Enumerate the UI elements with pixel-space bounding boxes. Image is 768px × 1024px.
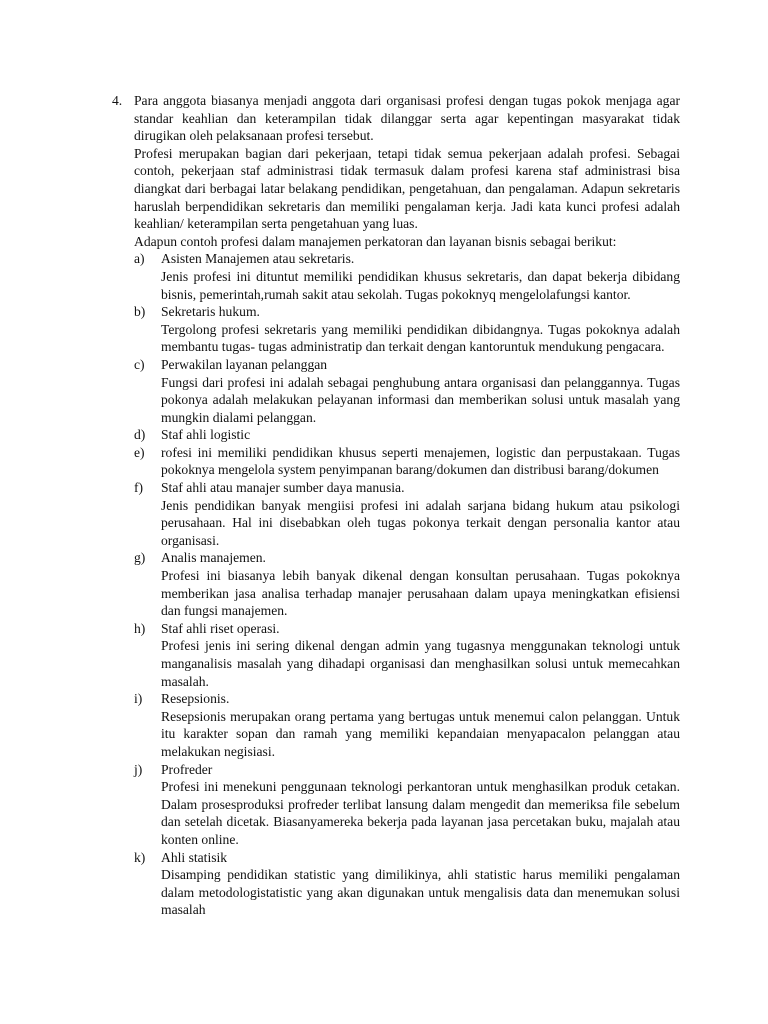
list-item-letter: h) [134, 620, 146, 636]
list-item-title: Staf ahli logistic [161, 427, 251, 443]
list-item [134, 549, 680, 619]
numbered-item-body [134, 92, 680, 919]
list-item-letter: f) [134, 480, 144, 496]
paragraph-profession: Profesi merupakan bagian dari pekerjaan, tetapi tidak semua pekerjaan adalah profesi. Sebagai contoh, pekerjaan staf administrasi tidak termasuk dalam profesi karena staf administrasi bisa diangkat dari berbagai latar belakang pendidikan, pengetahuan, dan pengalaman. Adapun sekretaris haruslah berpendidikan sekretaris dan memiliki pengalaman kerja. Jadi kata kunci profesi adalah keahlian/ keterampilan serta pengetahuan yang luas. [134, 145, 680, 232]
item-number: 4. [112, 93, 123, 108]
list-item-description: Jenis pendidikan banyak mengiisi profesi ini adalah sarjana bidang hukum atau psikologi perusahaan. Hal ini disebabkan oleh tugas pokonya terkait dengan personalia kantor atau organisasi. [161, 497, 680, 548]
list-item [134, 426, 680, 444]
list-item-title: Sekretaris hukum. [161, 304, 260, 320]
list-item [134, 356, 680, 426]
list-item-title: Ahli statisik [161, 849, 228, 865]
list-item-body [161, 426, 680, 444]
list-item-description: Profesi jenis ini sering dikenal dengan admin yang tugasnya menggunakan teknologi untuk manganalisis masalah yang dihadapi organisasi dan menghasilkan solusi untuk memecahkan masalah. [161, 638, 680, 689]
list-item-description: Jenis profesi ini dituntut memiliki pendidikan khusus sekretaris, dan dapat bekerja dibidang bisnis, pemerintah,rumah sakit atau sekolah. Tugas pokoknyq mengelolafungsi kantor. [161, 268, 680, 302]
list-item-body [161, 356, 680, 426]
list-item-body [161, 690, 680, 760]
list-item-body [161, 549, 680, 619]
list-item-letter: i) [134, 691, 143, 707]
list-item [134, 761, 680, 849]
list-item-description: Fungsi dari profesi ini adalah sebagai penghubung antara organisasi dan pelanggannya. Tugas pokonya adalah melakukan pelayanan informasi dan memberikan solusi untuk masalah yang mungkin dialami pelanggan. [161, 374, 680, 425]
list-item-letter: b) [134, 304, 146, 320]
list-item-description: Resepsionis merupakan orang pertama yang bertugas untuk menemui calon pelanggan. Untuk itu karakter sopan dan ramah yang memiliki kepandaian menyapacalon pelanggan atau melakukan negisiasi. [161, 708, 680, 759]
paragraph-intro: Para anggota biasanya menjadi anggota dari organisasi profesi dengan tugas pokok menjaga agar standar keahlian dan keterampilan tidak dilanggar serta agar kepentingan masyarakat tidak dirugikan oleh pelaksanaan profesi tersebut. [134, 93, 680, 144]
list-item-title: rofesi ini memiliki pendidikan khusus seperti menajemen, logistic dan perpustakaan. Tugas pokoknya mengelola system penyimpanan barang/dokumen dan distribusi barang/dokumen [161, 444, 680, 478]
list-item [134, 303, 680, 356]
document-content [112, 92, 680, 919]
list-item [134, 479, 680, 549]
profession-list [134, 250, 680, 919]
list-item-description: Disamping pendidikan statistic yang dimilikinya, ahli statistic harus memiliki pengalaman dalam metodologistatistic yang akan digunakan untuk mengalisis data dan menemukan solusi masalah [161, 867, 680, 918]
list-item-description: Profesi ini menekuni penggunaan teknologi perkantoran untuk menghasilkan produk cetakan. Dalam prosesproduksi profreder terlibat lansung dalam mengedit dan memeriksa file sebelum dan setelah dicetak. Biasanyamereka bekerja pada layanan jasa percetakan buku, majalah atau konten online. [161, 779, 680, 847]
list-item-body [161, 479, 680, 549]
list-item-body [161, 250, 680, 303]
list-item [134, 849, 680, 919]
list-item-title: Staf ahli atau manajer sumber daya manusia. [161, 480, 405, 496]
list-item-description: Tergolong profesi sekretaris yang memiliki pendidikan dibidangnya. Tugas pokoknya adalah membantu tugas- tugas administratip dan terkait dengan kantoruntuk mendukung pengacara. [161, 321, 680, 355]
list-item-letter: c) [134, 356, 145, 372]
list-item-letter: d) [134, 427, 146, 443]
list-item-body [161, 303, 680, 356]
list-item [134, 444, 680, 479]
list-item-title: Analis manajemen. [161, 550, 266, 566]
list-item-letter: k) [134, 849, 146, 865]
list-item-letter: g) [134, 550, 146, 566]
list-item-title: Resepsionis. [161, 691, 230, 707]
list-item [134, 620, 680, 690]
list-item-title: Staf ahli riset operasi. [161, 620, 280, 636]
list-item-title: Profreder [161, 761, 213, 777]
list-item-title: Asisten Manajemen atau sekretaris. [161, 251, 355, 267]
list-item-letter: e) [134, 444, 145, 460]
paragraph-examples-lead: Adapun contoh profesi dalam manajemen perkatoran dan layanan bisnis sebagai berikut: [134, 233, 617, 249]
list-item-title: Perwakilan layanan pelanggan [161, 356, 328, 372]
list-item-body [161, 444, 680, 479]
list-item-body [161, 620, 680, 690]
list-item-body [161, 849, 680, 919]
list-item-letter: a) [134, 251, 145, 267]
list-item [134, 250, 680, 303]
list-item [134, 690, 680, 760]
list-item-description: Profesi ini biasanya lebih banyak dikenal dengan konsultan perusahaan. Tugas pokoknya memberikan jasa analisa terhadap manajer perusahaan dalam upaya meningkatkan efisiensi dan fungsi manajemen. [161, 568, 680, 619]
list-item-body [161, 761, 680, 849]
list-item-letter: j) [134, 761, 143, 777]
numbered-item-4 [112, 92, 680, 919]
